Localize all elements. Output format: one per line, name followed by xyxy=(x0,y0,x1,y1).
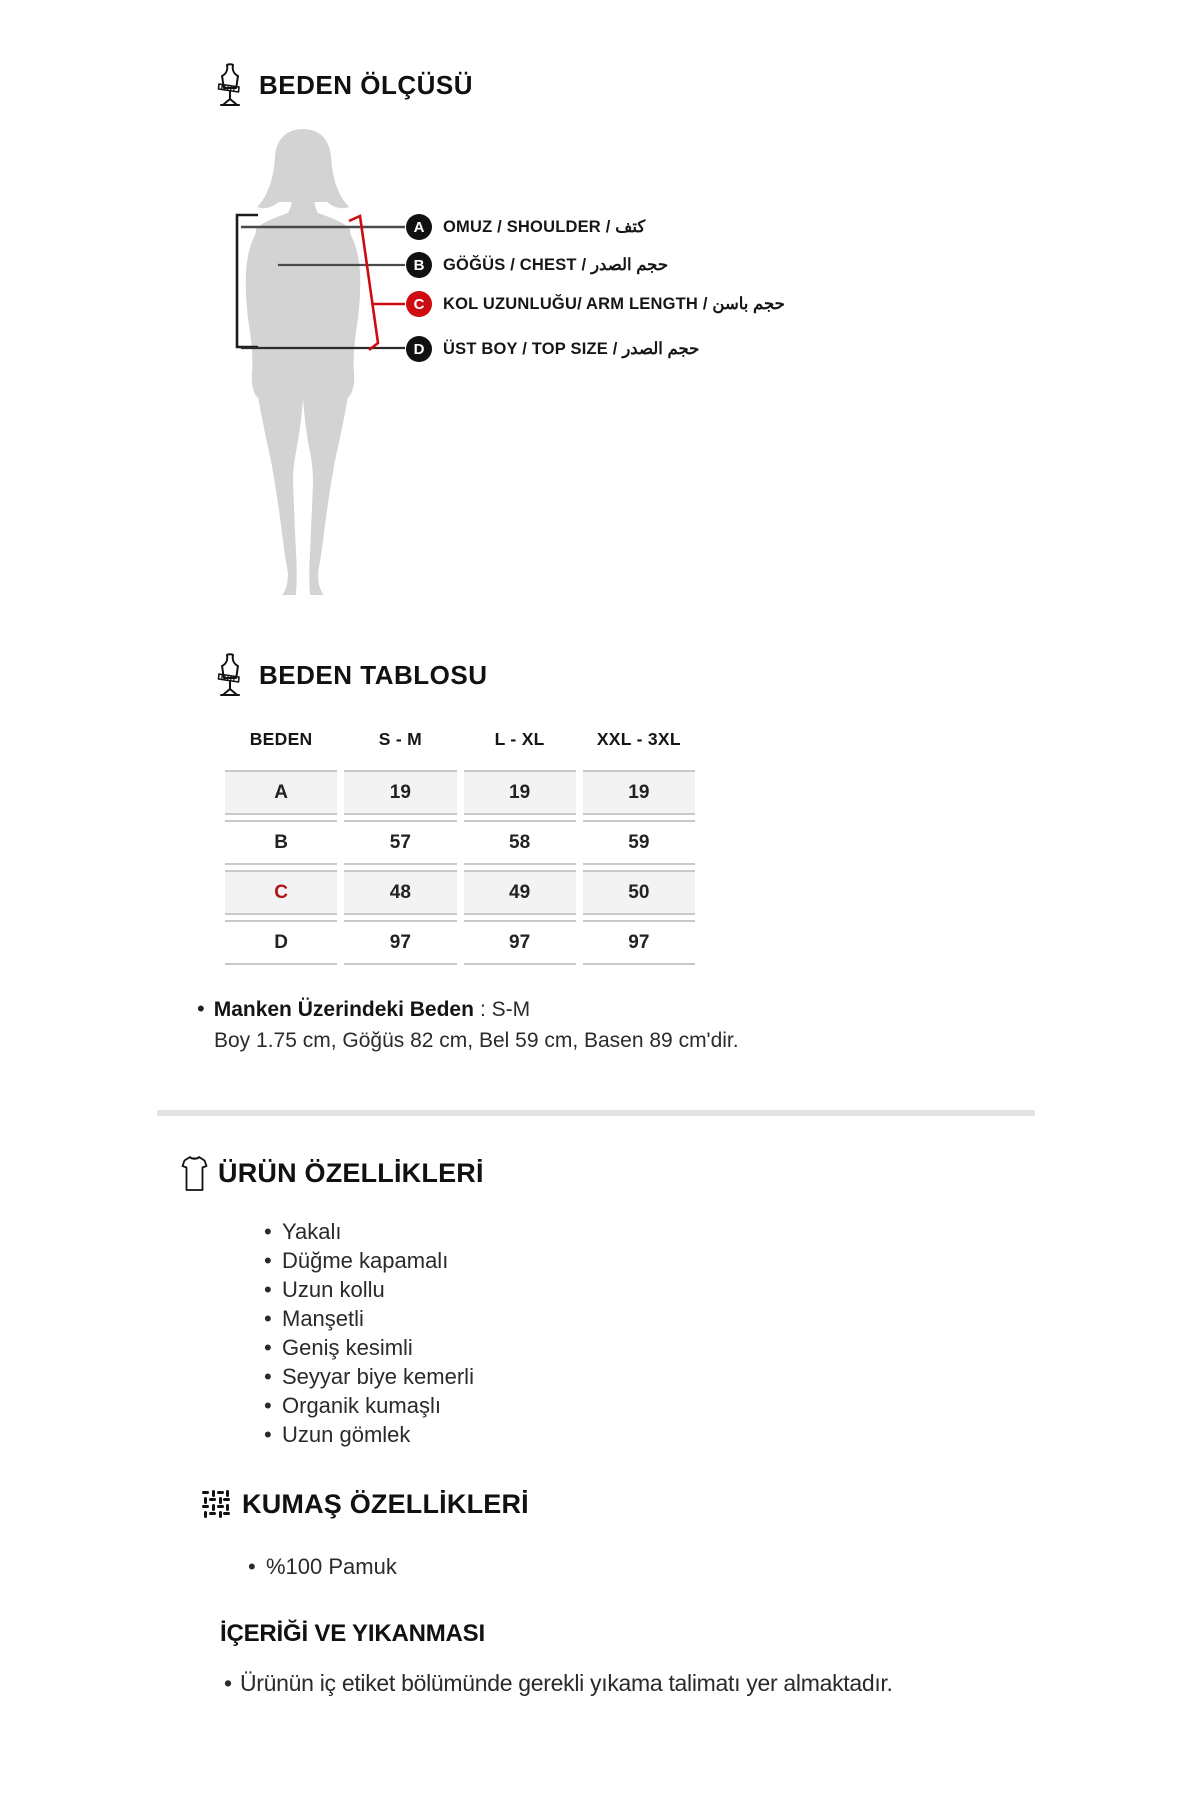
product-features-heading xyxy=(181,1153,484,1193)
dress-form-icon xyxy=(211,652,249,698)
size-guide-title: BEDEN ÖLÇÜSÜ xyxy=(259,69,474,100)
row-key: C xyxy=(225,870,337,915)
cell-value: 97 xyxy=(464,920,576,965)
measure-badge-c: C xyxy=(406,291,432,317)
feature-item: • Organik kumaşlı xyxy=(264,1391,474,1420)
row-key: D xyxy=(225,920,337,965)
measure-label-shoulder: OMUZ / SHOULDER / كتف xyxy=(443,218,646,236)
cell-value: 48 xyxy=(344,870,456,915)
fabric-weave-icon xyxy=(200,1488,232,1520)
measure-row-arm-length xyxy=(406,291,785,317)
cell-value: 19 xyxy=(464,770,576,815)
col-header-beden: BEDEN xyxy=(249,728,313,749)
cell-value: 19 xyxy=(344,770,456,815)
measure-badge-a: A xyxy=(406,214,432,240)
feature-item: • Yakalı xyxy=(264,1217,474,1246)
measure-row-shoulder xyxy=(406,214,645,240)
measure-label-chest: GÖĞÜS / CHEST / حجم الصدر xyxy=(443,256,669,274)
t-shirt-icon xyxy=(181,1153,208,1193)
row-key: A xyxy=(225,770,337,815)
feature-item: • Uzun kollu xyxy=(264,1275,474,1304)
size-table-header-row xyxy=(225,721,695,757)
fabric-item: • %100 Pamuk xyxy=(248,1552,397,1581)
size-table-title: BEDEN TABLOSU xyxy=(259,659,488,690)
feature-item: • Seyyar biye kemerli xyxy=(264,1362,474,1391)
measure-row-top-size xyxy=(406,336,699,362)
table-row-a xyxy=(225,770,695,815)
table-row-d xyxy=(225,920,695,965)
feature-item: • Geniş kesimli xyxy=(264,1333,474,1362)
measure-badge-b: B xyxy=(406,252,432,278)
care-heading: İÇERİĞİ VE YIKANMASI xyxy=(220,1620,485,1647)
size-guide-heading xyxy=(211,62,473,108)
model-note-label: Manken Üzerindeki Beden xyxy=(213,998,474,1021)
model-note-value: : S-M xyxy=(479,998,531,1021)
section-divider xyxy=(157,1110,1035,1116)
fabric-features-heading xyxy=(200,1488,529,1520)
table-row-c xyxy=(225,870,695,915)
cell-value: 58 xyxy=(464,820,576,865)
measure-row-chest xyxy=(406,252,668,278)
col-header-l-xl: L - XL xyxy=(494,728,545,749)
cell-value: 97 xyxy=(583,920,695,965)
model-size-note xyxy=(197,996,739,1053)
fabric-features-title: KUMAŞ ÖZELLİKLERİ xyxy=(242,1488,529,1519)
cell-value: 49 xyxy=(464,870,576,915)
product-features-list xyxy=(264,1217,474,1449)
feature-item: • Düğme kapamalı xyxy=(264,1246,474,1275)
cell-value: 50 xyxy=(583,870,695,915)
cell-value: 97 xyxy=(344,920,456,965)
cell-value: 57 xyxy=(344,820,456,865)
row-key: B xyxy=(225,820,337,865)
col-header-s-m: S - M xyxy=(378,728,423,749)
care-list xyxy=(224,1668,893,1699)
care-item: • Ürünün iç etiket bölümünde gerekli yıkama talimatı yer almaktadır. xyxy=(224,1668,893,1699)
dress-form-icon xyxy=(211,62,249,108)
model-note-detail: Boy 1.75 cm, Göğüs 82 cm, Bel 59 cm, Basen 89 cm'dir. xyxy=(214,1029,739,1052)
col-header-xxl-3xl: XXL - 3XL xyxy=(596,728,681,749)
product-features-title: ÜRÜN ÖZELLİKLERİ xyxy=(218,1157,484,1188)
size-table xyxy=(225,721,695,970)
cell-value: 59 xyxy=(583,820,695,865)
size-table-body xyxy=(225,770,695,965)
feature-item: • Uzun gömlek xyxy=(264,1420,474,1449)
measure-badge-d: D xyxy=(406,336,432,362)
size-table-heading xyxy=(211,652,487,698)
measure-label-top-size: ÜST BOY / TOP SIZE / حجم الصدر xyxy=(443,340,700,358)
bullet-dot: • xyxy=(197,996,205,1021)
fabric-features-list xyxy=(248,1552,397,1581)
cell-value: 19 xyxy=(583,770,695,815)
measure-label-arm-length: KOL UZUNLUĞU/ ARM LENGTH / حجم باسن xyxy=(443,295,785,313)
feature-item: • Manşetli xyxy=(264,1304,474,1333)
table-row-b xyxy=(225,820,695,865)
